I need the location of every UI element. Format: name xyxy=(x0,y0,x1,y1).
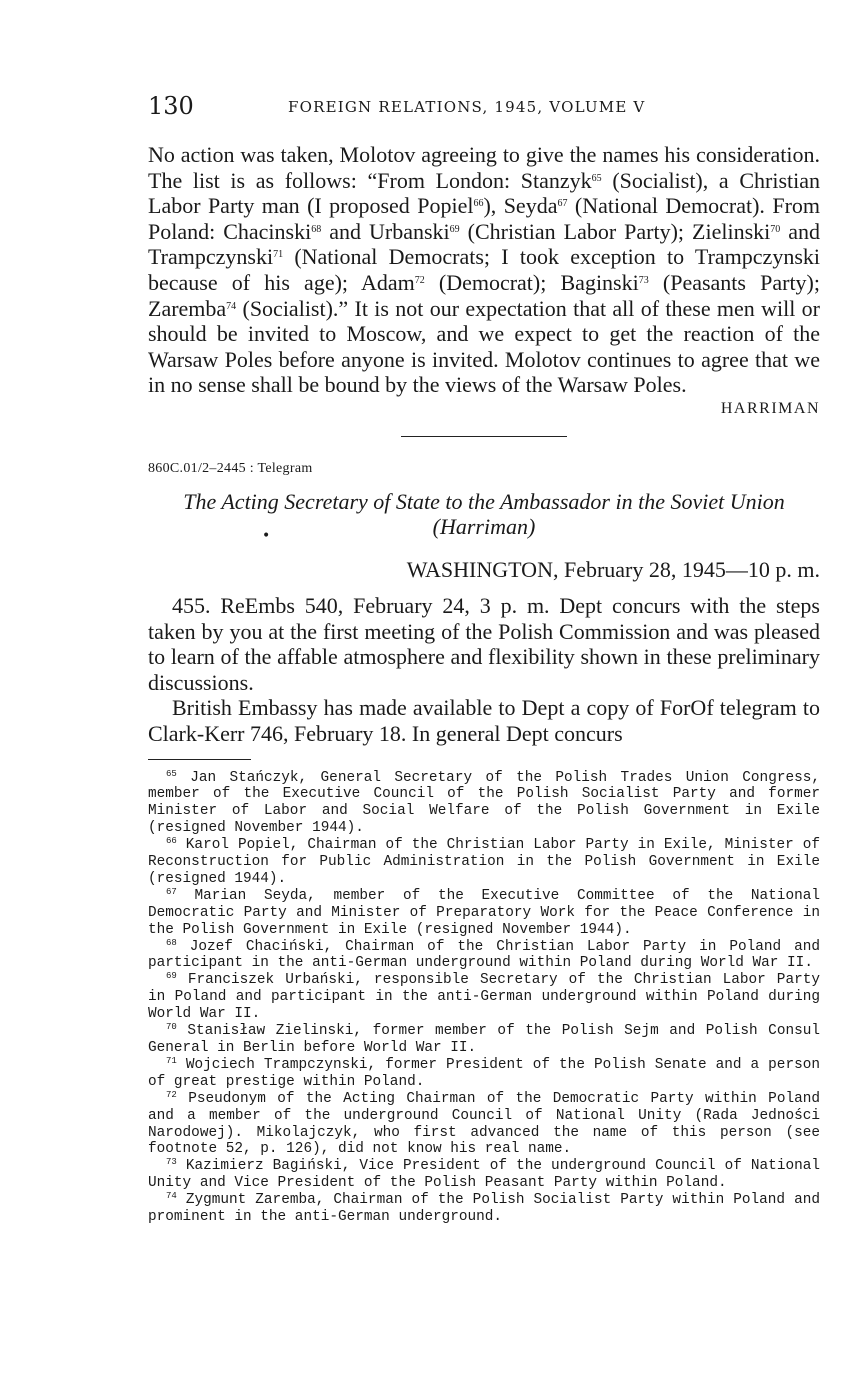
footnote-74: $^{74}$ Zygmunt Zaremba, Chairman of the Polish Socialist Party within Poland and prominent in the anti-German underground. xyxy=(148,1191,820,1226)
document-page xyxy=(148,92,820,1226)
footnote-ref-73[interactable]: 73 xyxy=(638,274,649,286)
footnote-73: $^{73}$ Kazimierz Bagiński, Vice President of the underground Council of National Unity and Vice President of the Polish Peasant Party within Poland. xyxy=(148,1157,820,1192)
footnote-ref-65[interactable]: 65 xyxy=(591,172,602,184)
footnote-70: $^{70}$ Stanisław Zielinski, former member of the Polish Sejm and Polish Consul General in Berlin before World War II. xyxy=(148,1022,820,1056)
running-head: FOREIGN RELATIONS, 1945, VOLUME V xyxy=(288,98,646,116)
footnote-ref-67[interactable]: 67 xyxy=(557,198,568,210)
page-header xyxy=(148,92,820,124)
stray-mark: • xyxy=(262,528,271,544)
footnote-69: $^{69}$ Franciszek Urbański, responsible Secretary of the Christian Labor Party in Poland and participant in the anti-German underground within Poland during World War II. xyxy=(148,971,820,1023)
file-reference: 860C.01/2–2445 : Telegram xyxy=(148,460,313,476)
signature-harriman: HARRIMAN xyxy=(720,399,820,417)
footnote-68: $^{68}$ Jozef Chaciński, Chairman of the Christian Labor Party in Poland and participant in the anti-German underground within Poland during World War II. xyxy=(148,937,820,972)
paragraph-harriman-list: No action was taken, Molotov agreeing to give the names his consideration. The list is as follows: “From London: Stanzyk$^{65}$ (Socialist), a Christian Labor Party man (I proposed Popiel$^{66}$), Seyda$^{67}$ (National Democrat). From Poland: Chacinski$^{68}$ and Urbanski$^{69}$ (Christian Labor Party); Zielinski$^{70}$ and Trampczynski$^{71}$ (National Democrats; I took exception to Trampczynski because of his age); Adam$^{72}$ (Democrat); Baginski$^{73}$ (Peasants Party); Zaremba$^{74}$ (Socialist).” It is not our expectation that all of these men will or should be invited to Moscow, and we expect to get the reaction of the Warsaw Poles before anyone is invited. Molotov continues to agree that we in no sense shall be bound by the views of the Warsaw Poles. xyxy=(148,142,821,398)
footnote-ref-72[interactable]: 72 xyxy=(414,274,425,286)
paragraph-telegram-455: 455. ReEmbs 540, February 24, 3 p. m. Dept concurs with the steps taken by you at the first meeting of the Polish Commission and was pleased to learn of the affable atmosphere and flexibility shown in these preliminary discussions. xyxy=(148,592,820,695)
document-title-line-1: The Acting Secretary of State to the Ambassador in the Soviet Union xyxy=(183,488,785,514)
page-number: 130 xyxy=(148,92,194,120)
footnote-ref-74[interactable]: 74 xyxy=(226,300,237,312)
document-title-line-2: (Harriman) xyxy=(432,513,536,539)
footnotes xyxy=(148,770,820,1226)
footnote-ref-70[interactable]: 70 xyxy=(770,223,781,235)
section-divider xyxy=(401,436,567,437)
footnote-66: $^{66}$ Karol Popiel, Chairman of the Christian Labor Party in Exile, Minister of Reconstruction for Public Administration in the Polish Government in Exile (resigned 1944). xyxy=(148,836,820,887)
dateline: WASHINGTON, February 28, 1945—10 p. m. xyxy=(406,556,820,582)
footnote-71: $^{71}$ Wojciech Trampczynski, former President of the Polish Senate and a person of great prestige within Poland. xyxy=(148,1055,820,1090)
footnote-ref-71[interactable]: 71 xyxy=(273,249,284,261)
footnote-rule xyxy=(148,759,251,760)
footnote-67: $^{67}$ Marian Seyda, member of the Executive Committee of the National Democratic Party and Minister of Preparatory Work for the Peace Conference in the Polish Government in Exile (resigned November 1944). xyxy=(148,886,820,938)
document-title xyxy=(148,489,820,539)
paragraph-british-embassy: British Embassy has made available to Dept a copy of ForOf telegram to Clark-Kerr 746, February 18. In general Dept concurs xyxy=(148,695,820,746)
footnote-72: $^{72}$ Pseudonym of the Acting Chairman of the Democratic Party within Poland and a member of the underground Council of National Unity (Rada Jedności Narodowej). Mikolajczyk, who first advanced the name of this person (see footnote 52, p. 126), did not know his real name. xyxy=(148,1089,820,1158)
footnote-ref-69[interactable]: 69 xyxy=(449,223,460,235)
footnote-ref-68[interactable]: 68 xyxy=(311,223,322,235)
footnote-65: $^{65}$ Jan Stańczyk, General Secretary of the Polish Trades Union Congress, member of the Executive Council of the Polish Socialist Party and former Minister of Labor and Social Welfare of the Polish Government in Exile (resigned November 1944). xyxy=(148,768,821,837)
footnote-ref-66[interactable]: 66 xyxy=(473,198,484,210)
